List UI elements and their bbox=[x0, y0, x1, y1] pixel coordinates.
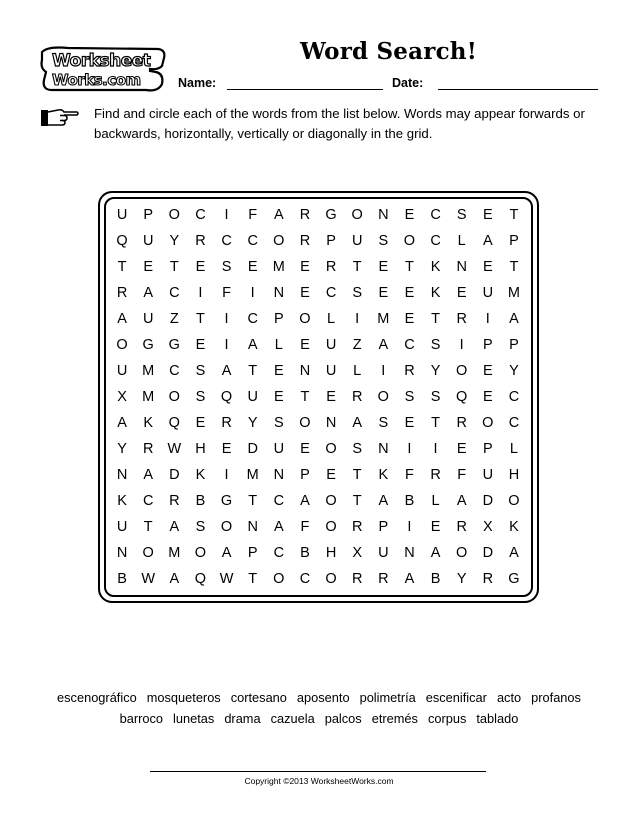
grid-letter[interactable]: R bbox=[456, 415, 467, 431]
grid-letter[interactable]: U bbox=[351, 233, 363, 249]
name-field[interactable] bbox=[227, 89, 383, 90]
word-list-row-1 bbox=[0, 690, 638, 705]
grid-letter[interactable]: F bbox=[222, 285, 231, 301]
grid-letter[interactable]: C bbox=[221, 233, 232, 249]
grid-letter[interactable]: E bbox=[378, 259, 389, 275]
grid-letter[interactable]: T bbox=[509, 259, 519, 275]
grid-letter[interactable]: T bbox=[431, 415, 440, 431]
grid-letter[interactable]: B bbox=[117, 571, 127, 587]
grid-letter[interactable]: T bbox=[143, 519, 153, 535]
grid-letter[interactable]: E bbox=[300, 285, 310, 301]
grid-letter[interactable]: M bbox=[507, 285, 520, 301]
grid-letter[interactable]: T bbox=[405, 259, 414, 275]
footer-divider bbox=[150, 771, 486, 772]
grid-letter[interactable]: F bbox=[300, 519, 310, 535]
grid-letter[interactable]: S bbox=[352, 441, 363, 457]
grid-letter[interactable]: A bbox=[300, 493, 310, 509]
grid-letter[interactable]: Y bbox=[456, 571, 467, 587]
grid-letter[interactable]: X bbox=[482, 519, 493, 535]
grid-letter[interactable]: E bbox=[456, 441, 467, 457]
grid-letter[interactable]: Z bbox=[352, 337, 362, 353]
grid-letter[interactable]: O bbox=[273, 233, 285, 249]
grid-letter[interactable]: R bbox=[430, 467, 441, 483]
grid-letter[interactable]: S bbox=[195, 363, 206, 379]
grid-letter[interactable]: P bbox=[509, 337, 519, 353]
grid-letter[interactable]: U bbox=[116, 363, 128, 379]
grid-letter[interactable]: N bbox=[273, 467, 285, 483]
grid-letter[interactable]: S bbox=[273, 415, 284, 431]
grid-letter[interactable]: N bbox=[404, 545, 415, 561]
word-list-item: corpus bbox=[427, 711, 467, 726]
grid-letter[interactable]: U bbox=[378, 545, 389, 561]
grid-letter[interactable]: C bbox=[508, 415, 520, 431]
grid-letter[interactable]: C bbox=[273, 545, 285, 561]
pointing-hand-icon bbox=[40, 106, 80, 130]
grid-letter[interactable]: O bbox=[168, 207, 180, 223]
word-list-item: lunetas bbox=[173, 711, 215, 726]
grid-letter[interactable]: N bbox=[378, 441, 389, 457]
grid-letter[interactable]: E bbox=[143, 259, 154, 275]
grid-letter[interactable]: O bbox=[194, 545, 207, 561]
grid-letter[interactable]: P bbox=[482, 441, 493, 457]
word-list-item: mosqueteros bbox=[146, 690, 221, 705]
word-list-item: escenográfico bbox=[57, 690, 137, 705]
grid-letter[interactable]: Y bbox=[169, 233, 180, 249]
grid-letter[interactable]: N bbox=[273, 285, 285, 301]
grid-letter[interactable]: E bbox=[221, 441, 232, 457]
grid-letter[interactable]: C bbox=[404, 337, 415, 353]
grid-letter[interactable]: K bbox=[430, 285, 441, 301]
word-list-item: profanos bbox=[531, 690, 581, 705]
grid-letter[interactable]: D bbox=[482, 545, 494, 561]
name-label: Name: bbox=[178, 76, 217, 90]
word-list-item: cortesano bbox=[230, 690, 287, 705]
grid-letter[interactable]: Y bbox=[117, 441, 127, 457]
grid-letter[interactable]: K bbox=[195, 467, 206, 483]
grid-letter[interactable]: F bbox=[405, 467, 414, 483]
grid-letter[interactable]: A bbox=[456, 493, 467, 509]
page-title: Word Search! bbox=[300, 38, 477, 65]
grid-letter[interactable]: W bbox=[167, 441, 182, 457]
word-list-item: aposento bbox=[296, 690, 350, 705]
grid-letter[interactable]: A bbox=[143, 285, 154, 301]
grid-letter[interactable]: A bbox=[221, 363, 232, 379]
grid-letter[interactable]: C bbox=[299, 571, 311, 587]
word-list-item: tablado bbox=[476, 711, 519, 726]
grid-letter[interactable]: Q bbox=[456, 389, 468, 405]
grid-letter[interactable]: A bbox=[273, 207, 284, 223]
grid-letter[interactable]: M bbox=[142, 363, 155, 379]
grid-letter[interactable]: R bbox=[351, 519, 363, 535]
grid-letter[interactable]: U bbox=[142, 311, 154, 327]
grid-letter[interactable]: I bbox=[433, 441, 438, 457]
grid-letter[interactable]: O bbox=[299, 311, 311, 327]
grid-letter[interactable]: O bbox=[508, 493, 520, 509]
grid-letter[interactable]: T bbox=[300, 389, 310, 405]
grid-letter[interactable]: Q bbox=[116, 233, 128, 249]
grid-letter[interactable]: T bbox=[248, 363, 258, 379]
grid-letter[interactable]: T bbox=[352, 467, 362, 483]
grid-letter[interactable]: R bbox=[142, 441, 154, 457]
grid-letter[interactable]: A bbox=[143, 467, 154, 483]
grid-letter[interactable]: R bbox=[116, 285, 128, 301]
grid-letter[interactable]: N bbox=[378, 207, 389, 223]
grid-letter[interactable]: E bbox=[300, 441, 310, 457]
grid-letter[interactable]: X bbox=[352, 545, 363, 561]
grid-letter[interactable]: E bbox=[300, 259, 310, 275]
grid-letter[interactable]: S bbox=[404, 389, 415, 405]
instructions-text: Find and circle each of the words from the list below. Words may appear forwards or backwards, horizontally, vertically or diagonally in the grid. bbox=[94, 106, 585, 141]
grid-letter[interactable]: I bbox=[407, 441, 412, 457]
word-list-item: cazuela bbox=[270, 711, 315, 726]
grid-letter[interactable]: U bbox=[273, 441, 285, 457]
grid-letter[interactable]: A bbox=[221, 545, 232, 561]
grid-letter[interactable]: D bbox=[169, 467, 180, 483]
date-label: Date: bbox=[392, 76, 424, 90]
grid-letter[interactable]: U bbox=[116, 519, 128, 535]
grid-letter[interactable]: T bbox=[196, 311, 205, 327]
grid-letter[interactable]: P bbox=[509, 233, 519, 249]
grid-letter[interactable]: E bbox=[482, 207, 493, 223]
grid-letter[interactable]: G bbox=[508, 571, 520, 587]
grid-letter[interactable]: W bbox=[141, 571, 156, 587]
grid-letter[interactable]: H bbox=[325, 545, 337, 561]
grid-letter[interactable]: L bbox=[509, 441, 518, 457]
grid-letter[interactable]: R bbox=[378, 571, 389, 587]
grid-letter[interactable]: S bbox=[195, 519, 206, 535]
grid-letter[interactable]: O bbox=[142, 545, 154, 561]
grid-letter[interactable]: O bbox=[168, 389, 180, 405]
grid-letter[interactable]: E bbox=[273, 389, 284, 405]
grid-letter[interactable]: U bbox=[482, 467, 494, 483]
copyright: Copyright ©2013 WorksheetWorks.com bbox=[244, 776, 394, 786]
grid-letter[interactable]: R bbox=[482, 571, 494, 587]
grid-letter[interactable]: E bbox=[482, 259, 493, 275]
grid-letter[interactable]: P bbox=[247, 545, 258, 561]
grid-letter[interactable]: K bbox=[143, 415, 154, 431]
grid-letter[interactable]: R bbox=[221, 415, 232, 431]
grid-letter[interactable]: E bbox=[404, 285, 415, 301]
grid-letter[interactable]: K bbox=[509, 519, 519, 535]
word-list-item: polimetría bbox=[359, 690, 416, 705]
worksheetworks-logo bbox=[38, 44, 168, 94]
grid-letter[interactable]: S bbox=[378, 233, 389, 249]
grid-letter[interactable]: P bbox=[378, 519, 389, 535]
grid-letter[interactable]: Z bbox=[169, 311, 179, 327]
grid-letter[interactable]: E bbox=[273, 363, 284, 379]
grid-letter[interactable]: N bbox=[299, 363, 311, 379]
grid-letter[interactable]: S bbox=[352, 285, 363, 301]
grid-letter[interactable]: G bbox=[142, 337, 154, 353]
grid-letter[interactable]: C bbox=[325, 285, 337, 301]
grid-letter[interactable]: M bbox=[246, 467, 259, 483]
date-field[interactable] bbox=[438, 89, 598, 90]
grid-letter[interactable]: F bbox=[457, 467, 467, 483]
grid-letter[interactable]: R bbox=[325, 259, 337, 275]
grid-letter[interactable]: B bbox=[300, 545, 310, 561]
grid-letter[interactable]: I bbox=[407, 519, 412, 535]
grid-letter[interactable]: E bbox=[404, 311, 415, 327]
grid-letter[interactable]: Q bbox=[220, 389, 233, 405]
grid-letter[interactable]: A bbox=[430, 545, 441, 561]
grid-letter[interactable]: E bbox=[430, 519, 441, 535]
grid-letter[interactable]: U bbox=[325, 337, 337, 353]
grid-letter[interactable]: Y bbox=[509, 363, 519, 379]
grid-letter[interactable]: S bbox=[195, 389, 206, 405]
grid-letter[interactable]: A bbox=[509, 545, 519, 561]
grid-letter[interactable]: U bbox=[247, 389, 258, 405]
grid-letter[interactable]: A bbox=[509, 311, 519, 327]
grid-letter[interactable]: C bbox=[142, 493, 154, 509]
grid-letter[interactable]: Q bbox=[194, 571, 207, 587]
word-list-row-2 bbox=[0, 711, 638, 726]
grid-letter[interactable]: C bbox=[273, 493, 285, 509]
grid-letter[interactable]: A bbox=[378, 337, 389, 353]
grid-letter[interactable]: X bbox=[117, 389, 127, 405]
grid-letter[interactable]: I bbox=[224, 311, 229, 327]
grid-letter[interactable]: G bbox=[168, 337, 180, 353]
grid-letter[interactable]: R bbox=[299, 233, 311, 249]
grid-letter[interactable]: A bbox=[247, 337, 258, 353]
grid-letter[interactable]: Q bbox=[168, 415, 180, 431]
grid-letter[interactable]: I bbox=[198, 285, 203, 301]
grid-letter[interactable]: L bbox=[457, 233, 466, 249]
grid-letter[interactable]: M bbox=[272, 259, 285, 275]
grid-letter[interactable]: S bbox=[430, 389, 441, 405]
grid-letter[interactable]: M bbox=[377, 311, 390, 327]
grid-letter[interactable]: O bbox=[325, 571, 337, 587]
grid-letter[interactable]: L bbox=[353, 363, 362, 379]
word-list-item: drama bbox=[224, 711, 261, 726]
grid-letter[interactable]: O bbox=[351, 207, 363, 223]
grid-letter[interactable]: K bbox=[430, 259, 441, 275]
grid-letter[interactable]: O bbox=[325, 519, 337, 535]
grid-letter[interactable]: P bbox=[300, 467, 310, 483]
grid-letter[interactable]: E bbox=[195, 259, 206, 275]
grid-letter[interactable]: I bbox=[355, 311, 360, 327]
grid-letter[interactable]: N bbox=[247, 519, 258, 535]
grid-letter[interactable]: A bbox=[117, 415, 127, 431]
grid-letter[interactable]: R bbox=[299, 207, 311, 223]
grid-letter[interactable]: U bbox=[325, 363, 337, 379]
grid-letter[interactable]: B bbox=[404, 493, 415, 509]
grid-letter[interactable]: A bbox=[117, 311, 127, 327]
grid-letter[interactable]: T bbox=[248, 493, 258, 509]
word-list-item: escenificar bbox=[425, 690, 487, 705]
grid-letter[interactable]: C bbox=[169, 285, 180, 301]
grid-letter[interactable]: L bbox=[431, 493, 440, 509]
grid-letter[interactable]: T bbox=[117, 259, 127, 275]
grid-letter[interactable]: E bbox=[404, 207, 415, 223]
grid-letter[interactable]: U bbox=[142, 233, 154, 249]
grid-letter[interactable]: H bbox=[195, 441, 206, 457]
grid-letter[interactable]: H bbox=[508, 467, 520, 483]
grid-letter[interactable]: T bbox=[431, 311, 440, 327]
grid-letter[interactable]: T bbox=[169, 259, 179, 275]
grid-letter[interactable]: E bbox=[247, 259, 258, 275]
grid-letter[interactable]: S bbox=[378, 415, 389, 431]
grid-letter[interactable]: E bbox=[456, 285, 467, 301]
grid-letter[interactable]: C bbox=[430, 207, 441, 223]
grid-letter[interactable]: K bbox=[117, 493, 127, 509]
grid-letter[interactable]: E bbox=[326, 467, 336, 483]
grid-letter[interactable]: S bbox=[456, 207, 467, 223]
word-list-item: acto bbox=[496, 690, 522, 705]
grid-letter[interactable]: O bbox=[325, 493, 337, 509]
grid-letter[interactable]: D bbox=[482, 493, 494, 509]
grid-letter[interactable]: O bbox=[456, 545, 468, 561]
grid-letter[interactable]: O bbox=[273, 571, 285, 587]
grid-letter[interactable]: D bbox=[247, 441, 258, 457]
grid-letter[interactable]: E bbox=[482, 363, 493, 379]
grid-letter[interactable]: C bbox=[169, 363, 180, 379]
grid-letter[interactable]: C bbox=[247, 311, 258, 327]
grid-letter[interactable]: E bbox=[404, 415, 415, 431]
grid-letter[interactable]: G bbox=[325, 207, 337, 223]
grid-letter[interactable]: K bbox=[378, 467, 389, 483]
grid-letter[interactable]: G bbox=[220, 493, 233, 509]
grid-letter[interactable]: P bbox=[482, 337, 493, 353]
grid-letter[interactable]: C bbox=[195, 207, 206, 223]
grid-letter[interactable]: T bbox=[352, 493, 362, 509]
grid-letter[interactable]: T bbox=[248, 571, 258, 587]
grid-letter[interactable]: R bbox=[351, 571, 363, 587]
grid-letter[interactable]: O bbox=[325, 441, 337, 457]
grid-letter[interactable]: E bbox=[378, 285, 389, 301]
word-list-item: barroco bbox=[119, 711, 164, 726]
grid-letter[interactable]: O bbox=[482, 415, 494, 431]
grid-letter[interactable]: U bbox=[482, 285, 494, 301]
grid-letter[interactable]: I bbox=[485, 311, 490, 327]
grid-letter[interactable]: R bbox=[404, 363, 415, 379]
grid-letter[interactable]: A bbox=[169, 519, 180, 535]
grid-letter[interactable]: R bbox=[351, 389, 363, 405]
grid-letter[interactable]: P bbox=[143, 207, 154, 223]
grid-letter[interactable]: O bbox=[116, 337, 128, 353]
grid-letter[interactable]: N bbox=[325, 415, 337, 431]
grid-letter[interactable]: I bbox=[224, 207, 229, 223]
logo-line1: Worksheet bbox=[52, 51, 151, 71]
grid-letter[interactable]: L bbox=[274, 337, 283, 353]
word-list-item: etremés bbox=[371, 711, 418, 726]
grid-letter[interactable]: W bbox=[219, 571, 234, 587]
grid-letter[interactable]: P bbox=[273, 311, 284, 327]
grid-letter[interactable]: B bbox=[195, 493, 206, 509]
grid-letter[interactable]: M bbox=[168, 545, 181, 561]
grid-letter[interactable]: I bbox=[459, 337, 464, 353]
grid-letter[interactable]: E bbox=[482, 389, 493, 405]
grid-letter[interactable]: S bbox=[430, 337, 441, 353]
grid-letter[interactable]: R bbox=[195, 233, 206, 249]
grid-letter[interactable]: O bbox=[220, 519, 233, 535]
grid-letter[interactable]: R bbox=[456, 519, 467, 535]
grid-letter[interactable]: A bbox=[273, 519, 284, 535]
grid-letter[interactable]: Y bbox=[247, 415, 258, 431]
grid-letter[interactable]: I bbox=[250, 285, 255, 301]
grid-letter[interactable]: C bbox=[508, 389, 520, 405]
grid-letter[interactable]: O bbox=[377, 389, 389, 405]
grid-letter[interactable]: I bbox=[224, 467, 229, 483]
grid-letter[interactable]: S bbox=[221, 259, 232, 275]
word-list-item: palcos bbox=[324, 711, 362, 726]
grid-letter[interactable]: B bbox=[430, 571, 441, 587]
grid-letter[interactable]: E bbox=[300, 337, 310, 353]
grid-letter[interactable]: P bbox=[326, 233, 336, 249]
grid-letter[interactable]: O bbox=[403, 233, 416, 249]
grid-letter[interactable]: E bbox=[195, 337, 206, 353]
grid-letter[interactable]: A bbox=[482, 233, 493, 249]
grid-letter[interactable]: C bbox=[430, 233, 441, 249]
grid-letter[interactable]: Y bbox=[430, 363, 441, 379]
grid-letter[interactable]: N bbox=[116, 545, 128, 561]
grid-letter[interactable]: R bbox=[456, 311, 467, 327]
grid-letter[interactable]: R bbox=[169, 493, 180, 509]
logo-line2: Works.com bbox=[52, 71, 141, 89]
grid-letter[interactable]: L bbox=[327, 311, 336, 327]
grid-letter[interactable]: A bbox=[404, 571, 415, 587]
grid-letter[interactable]: U bbox=[116, 207, 128, 223]
grid-letter[interactable]: A bbox=[378, 493, 389, 509]
grid-letter[interactable]: I bbox=[381, 363, 386, 379]
grid-letter[interactable]: N bbox=[456, 259, 467, 275]
grid-letter[interactable]: M bbox=[142, 389, 155, 405]
grid-letter[interactable]: N bbox=[116, 467, 128, 483]
grid-letter[interactable]: T bbox=[352, 259, 362, 275]
grid-letter[interactable]: A bbox=[169, 571, 180, 587]
grid-letter[interactable]: E bbox=[195, 415, 206, 431]
grid-letter[interactable]: E bbox=[326, 389, 336, 405]
grid-letter[interactable]: T bbox=[509, 207, 519, 223]
letter-grid[interactable] bbox=[109, 202, 527, 592]
grid-letter[interactable]: A bbox=[352, 415, 363, 431]
grid-letter[interactable]: O bbox=[299, 415, 311, 431]
grid-letter[interactable]: I bbox=[224, 337, 229, 353]
grid-letter[interactable]: C bbox=[247, 233, 258, 249]
grid-letter[interactable]: O bbox=[456, 363, 468, 379]
grid-letter[interactable]: F bbox=[248, 207, 258, 223]
